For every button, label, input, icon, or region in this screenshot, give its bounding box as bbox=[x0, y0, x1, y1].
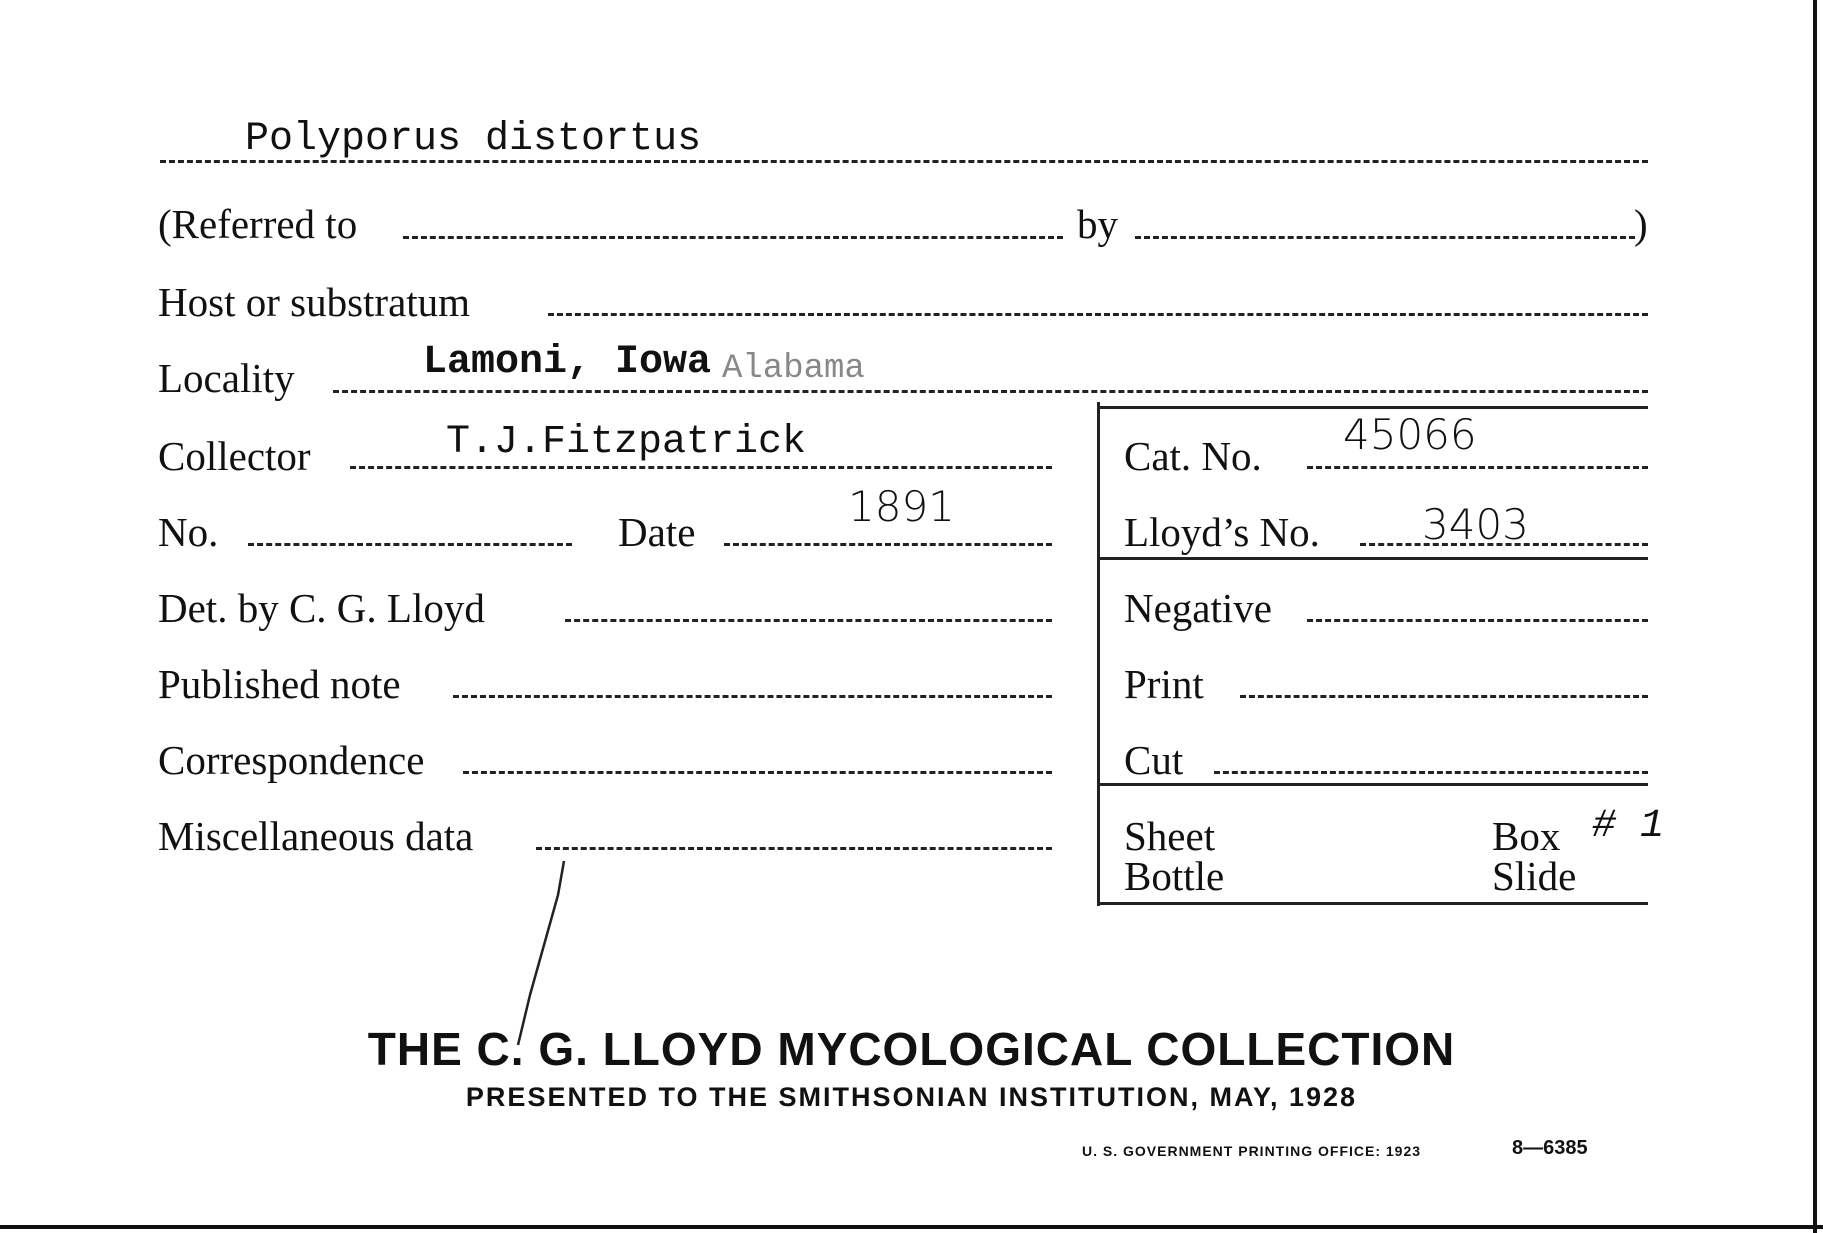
lloyds-no-label: Lloyd’s No. bbox=[1124, 509, 1320, 555]
det-by-label: Det. by C. G. Lloyd bbox=[158, 585, 485, 631]
collector-line bbox=[350, 466, 1052, 469]
bottle-label: Bottle bbox=[1124, 853, 1225, 899]
host-line bbox=[548, 313, 1648, 316]
cat-no-label: Cat. No. bbox=[1124, 433, 1262, 479]
collection-subtitle: PRESENTED TO THE SMITHSONIAN INSTITUTION, MAY, 1928 bbox=[465, 1082, 1358, 1112]
no-label: No. bbox=[158, 509, 219, 555]
catalog-box-bottom-border bbox=[1100, 902, 1648, 905]
printing-office-note: U. S. GOVERNMENT PRINTING OFFICE: 1923 bbox=[1082, 1143, 1422, 1159]
by-label: by bbox=[1077, 201, 1118, 247]
box-value: # 1 bbox=[1592, 804, 1665, 849]
locality-overstrike: Alabama bbox=[722, 350, 865, 388]
lloyds-no-value: 3403 bbox=[1422, 500, 1529, 549]
catalog-box-left-border bbox=[1097, 402, 1100, 906]
cut-label: Cut bbox=[1124, 737, 1184, 783]
misc-data-line bbox=[536, 847, 1052, 850]
misc-data-label: Miscellaneous data bbox=[158, 813, 474, 859]
collector-label: Collector bbox=[158, 433, 311, 479]
print-line bbox=[1240, 695, 1648, 698]
sheet-label: Sheet bbox=[1124, 813, 1216, 859]
lloyds-no-line bbox=[1360, 543, 1648, 546]
print-label: Print bbox=[1124, 661, 1204, 707]
catalog-box-top-border bbox=[1100, 406, 1648, 409]
det-by-line bbox=[565, 619, 1052, 622]
cat-no-line bbox=[1307, 466, 1648, 469]
close-paren: ) bbox=[1634, 201, 1648, 247]
correspondence-label: Correspondence bbox=[158, 737, 425, 783]
locality-line bbox=[333, 390, 1648, 393]
correspondence-line bbox=[463, 771, 1052, 774]
date-value: 1891 bbox=[848, 482, 955, 531]
form-number: 8—6385 bbox=[1512, 1137, 1588, 1159]
no-line bbox=[248, 543, 572, 546]
published-note-line bbox=[453, 695, 1052, 698]
negative-label: Negative bbox=[1124, 585, 1272, 631]
specimen-name-line bbox=[160, 160, 1648, 163]
cat-no-value: 45066 bbox=[1343, 410, 1477, 459]
date-label: Date bbox=[618, 509, 696, 555]
host-label: Host or substratum bbox=[158, 279, 471, 325]
specimen-name: Polyporus distortus bbox=[245, 117, 702, 162]
by-line bbox=[1135, 236, 1635, 239]
locality-label: Locality bbox=[158, 355, 295, 401]
collection-title: THE C. G. LLOYD MYCOLOGICAL COLLECTION bbox=[367, 1023, 1456, 1075]
negative-line bbox=[1307, 619, 1648, 622]
card-edge-bottom bbox=[0, 1225, 1823, 1229]
date-line bbox=[724, 543, 1052, 546]
locality-value: Lamoni, Iowa bbox=[423, 340, 712, 385]
cut-line bbox=[1214, 771, 1648, 774]
box-label: Box bbox=[1492, 813, 1561, 859]
slide-label: Slide bbox=[1492, 853, 1577, 899]
collector-value: T.J.Fitzpatrick bbox=[446, 420, 807, 465]
published-note-label: Published note bbox=[158, 661, 401, 707]
catalog-box-divider-1 bbox=[1100, 557, 1648, 560]
referred-to-line bbox=[403, 236, 1063, 239]
referred-to-label: (Referred to bbox=[158, 201, 358, 247]
